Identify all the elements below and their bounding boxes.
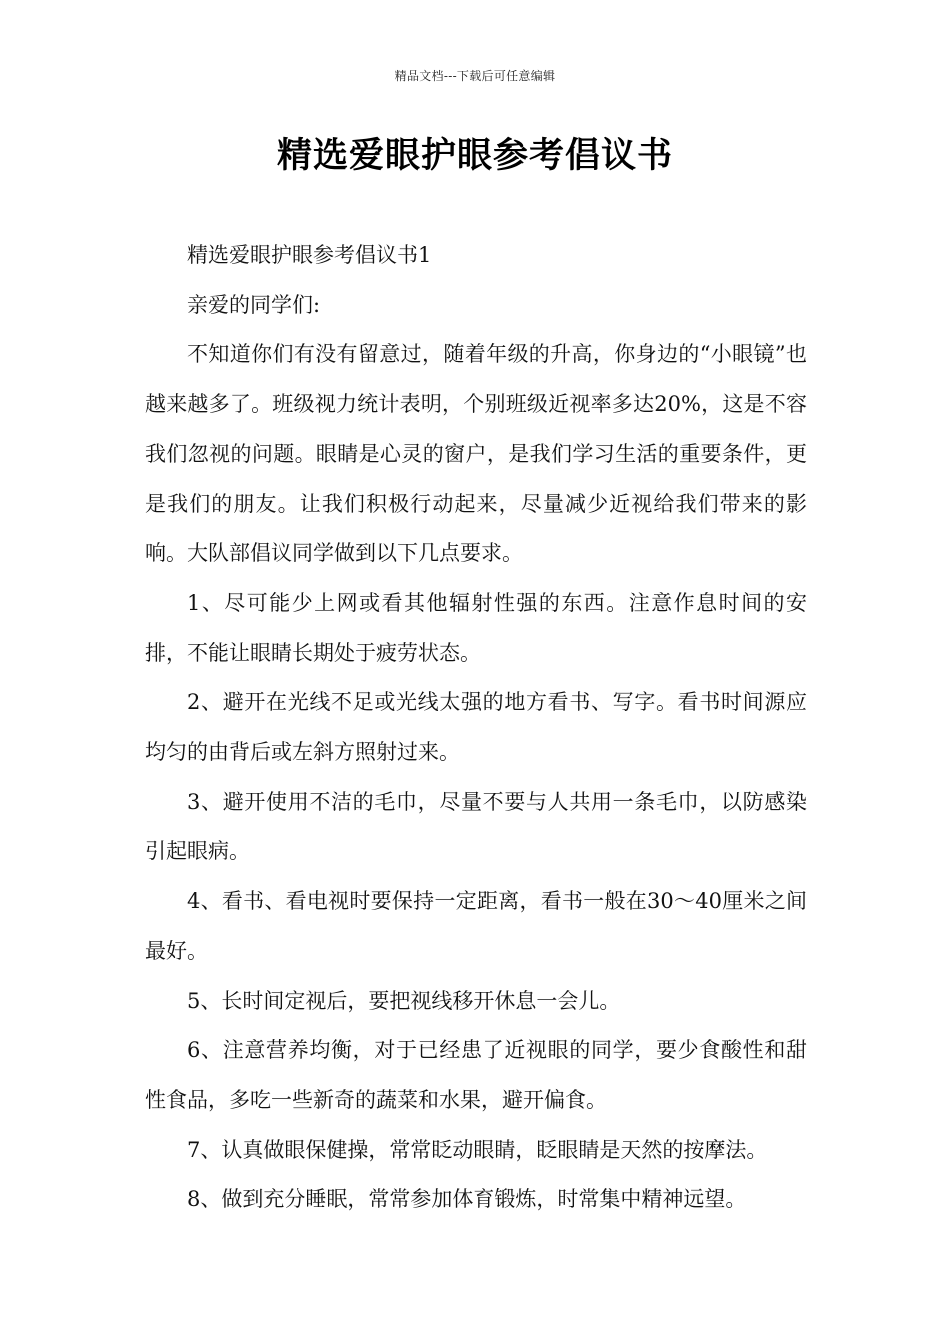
salutation-paragraph: 亲爱的同学们: (187, 292, 321, 317)
list-item-4: 4、看书、看电视时要保持一定距离，看书一般在30～40厘米之间最好。 (145, 889, 807, 963)
list-item-5: 5、长时间定视后，要把视线移开休息一会儿。 (187, 988, 621, 1013)
list-item-7: 7、认真做眼保健操，常常眨动眼睛，眨眼睛是天然的按摩法。 (187, 1137, 768, 1162)
document-title: 精选爱眼护眼参考倡议书 (276, 135, 673, 176)
header-note: 精品文档---下载后可任意编辑 (394, 69, 556, 83)
list-item-1: 1、尽可能少上网或看其他辐射性强的东西。注意作息时间的安排，不能让眼睛长期处于疲劳状态。 (145, 590, 807, 665)
list-item-8: 8、做到充分睡眠，常常参加体育锻炼，时常集中精神远望。 (187, 1187, 747, 1212)
intro-paragraph: 不知道你们有没有留意过，随着年级的升高，你身边的“小眼镜”也越来越多了。班级视力统计表明，个别班级近视率多达20%，这是不容我们忽视的问题。眼睛是心灵的窗户，是我们学习生活的重要条件，更是我们的朋友。让我们积极行动起来，尽量减少近视给我们带来的影响。大队部倡议同学做到以下几点要求。 (145, 342, 807, 566)
list-item-3: 3、避开使用不洁的毛巾，尽量不要与人共用一条毛巾，以防感染引起眼病。 (145, 789, 807, 864)
document-body (145, 231, 807, 1225)
subtitle-paragraph: 精选爱眼护眼参考倡议书1 (187, 243, 432, 267)
list-item-6: 6、注意营养均衡，对于已经患了近视眼的同学，要少食酸性和甜性食品，多吃一些新奇的蔬菜和水果，避开偏食。 (145, 1038, 807, 1112)
list-item-2: 2、避开在光线不足或光线太强的地方看书、写字。看书时间源应均匀的由背后或左斜方照射过来。 (145, 690, 807, 765)
